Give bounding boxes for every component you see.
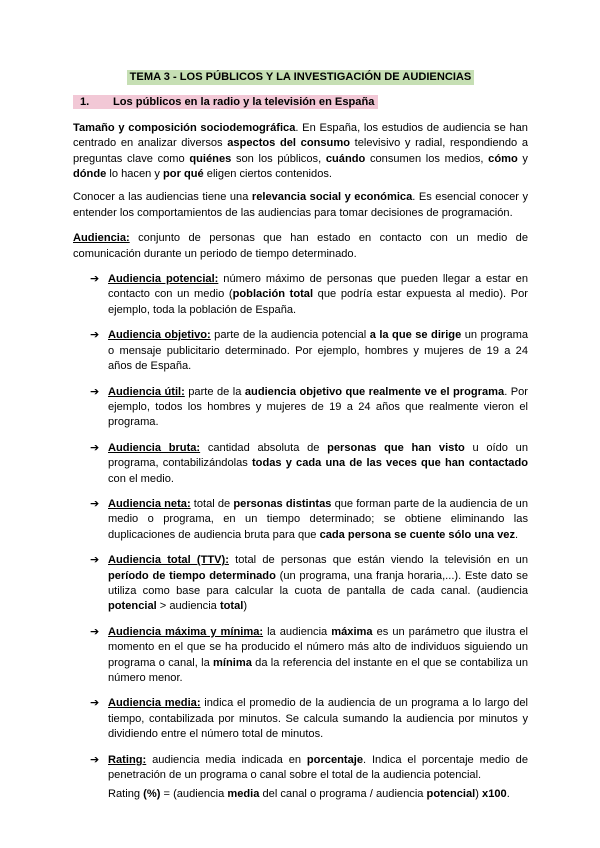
item-text: cantidad absoluta de — [200, 441, 328, 454]
formula-text: ) — [475, 788, 483, 801]
formula-text: = (audiencia — [160, 788, 228, 801]
item-bold: total — [219, 600, 244, 613]
item-term: Audiencia objetivo: — [108, 329, 211, 342]
item-text: u oído un programa, contabilizándolas — [108, 441, 528, 470]
arrow-right-icon: ➔ — [90, 753, 100, 766]
item-bold: potencial — [108, 600, 157, 613]
list-item — [73, 696, 528, 742]
section-highlight — [73, 95, 378, 109]
section-heading — [73, 95, 528, 110]
item-text: > audiencia — [156, 600, 220, 613]
item-term: Audiencia neta: — [108, 497, 191, 510]
item-term: Rating: — [108, 753, 147, 766]
item-text: la audiencia — [263, 625, 332, 638]
item-text: . Indica el porcentaje medio de penetración de un programa o canal sobre el total de la audiencia potencial. — [108, 753, 528, 782]
p1-text: consumen los medios, — [365, 152, 489, 165]
item-bold: mínima — [213, 656, 252, 669]
p1-bold: quiénes — [189, 152, 232, 165]
list-item — [73, 553, 528, 615]
list-item — [73, 497, 528, 543]
p1-bold: cómo — [488, 152, 518, 165]
item-bold: porcentaje — [306, 753, 364, 766]
arrow-right-icon: ➔ — [90, 273, 100, 286]
rating-formula — [108, 787, 528, 802]
section-number: 1. — [80, 96, 90, 109]
p1-bold: por qué — [163, 168, 204, 181]
p1-bold: aspectos del consumo — [227, 137, 350, 150]
item-text: que forman parte de la audiencia de un medio o programa, en un tiempo determinado; se obtiene eliminando las duplicaciones de audiencia bruta para que — [108, 497, 528, 541]
item-text: número máximo de personas que pueden llegar a estar en contacto con un medio ( — [108, 273, 528, 301]
p3-text: conjunto de personas que han estado en contacto con un medio de comunicación durante un periodo de tiempo determinado. — [73, 232, 528, 260]
p1-bold: cuándo — [325, 152, 366, 165]
title-wrap — [73, 70, 528, 85]
definitions-list — [73, 272, 528, 803]
arrow-right-icon: ➔ — [90, 441, 100, 454]
item-term: Audiencia útil: — [108, 385, 185, 398]
p2-text: . Es esencial conocer y entender los comportamientos de las audiencias para tomar decisiones de programación. — [73, 191, 528, 219]
p1-text: son los públicos, — [231, 152, 326, 165]
list-item — [73, 753, 528, 803]
item-bold: todas y cada una de las veces que han contactado — [251, 457, 528, 470]
formula-text: del canal o programa / audiencia — [259, 788, 427, 801]
item-text: total de — [190, 497, 234, 510]
p2-text: Conocer a las audiencias tiene una — [73, 191, 252, 204]
paragraph-size-composition — [73, 121, 528, 183]
item-text: parte de la audiencia potencial — [210, 329, 370, 342]
item-text: (un programa, una franja horaria,...). Este dato se utiliza como base para calcular la cuota de pantalla de cada canal. (audiencia — [108, 569, 528, 597]
formula-bold: (%) — [143, 788, 161, 801]
item-text: parte de la — [184, 385, 245, 398]
item-text: total de personas que están viendo la televisión en un — [228, 554, 528, 567]
p1-bold: Tamaño y composición sociodemográfica — [73, 121, 296, 134]
list-item — [73, 385, 528, 431]
document-page — [73, 70, 528, 813]
paragraph-relevance — [73, 190, 528, 221]
audience-term: Audiencia: — [73, 232, 130, 245]
list-item — [73, 625, 528, 687]
paragraph-audience-definition — [73, 231, 528, 262]
item-term: Audiencia total (TTV): — [108, 554, 229, 567]
formula-bold: media — [227, 788, 260, 801]
p1-text: lo hacen y — [106, 168, 164, 181]
arrow-right-icon: ➔ — [90, 385, 100, 398]
item-bold: máxima — [331, 625, 373, 638]
item-term: Audiencia bruta: — [108, 441, 201, 454]
section-label: Los públicos en la radio y la televisión en España — [113, 96, 375, 109]
item-text: . — [515, 528, 519, 541]
item-bold: período de tiempo determinado — [108, 569, 276, 582]
item-bold: población total — [232, 288, 314, 301]
p1-text: . En España, los estudios de audiencia se han centrado en analizar diversos — [73, 121, 528, 150]
item-term: Audiencia potencial: — [108, 273, 219, 286]
formula-text: Rating — [108, 788, 144, 801]
p2-bold: relevancia social y económica — [251, 191, 413, 204]
formula-text: . — [506, 788, 510, 801]
item-bold: audiencia objetivo que realmente ve el programa — [244, 385, 505, 398]
p1-text: y — [517, 152, 528, 165]
item-term: Audiencia media: — [108, 697, 201, 710]
page-title: TEMA 3 - LOS PÚBLICOS Y LA INVESTIGACIÓN DE AUDIENCIAS — [127, 70, 475, 85]
item-bold: a la que se dirige — [369, 329, 462, 342]
item-text: ) — [243, 600, 248, 613]
p1-text: eligen ciertos contenidos. — [203, 168, 332, 181]
item-bold: cada persona se cuente sólo una vez — [319, 528, 516, 541]
arrow-right-icon: ➔ — [90, 625, 100, 638]
arrow-right-icon: ➔ — [90, 497, 100, 510]
p1-text: televisivo y radial, respondiendo a preguntas clave como — [73, 137, 528, 165]
p1-bold: dónde — [73, 168, 107, 181]
list-item — [73, 441, 528, 487]
arrow-right-icon: ➔ — [90, 554, 100, 567]
arrow-right-icon: ➔ — [90, 329, 100, 342]
list-item — [73, 272, 528, 318]
item-bold: personas que han visto — [327, 441, 465, 454]
item-text: es un parámetro que ilustra el momento en el que se ha producido el número más alto de individuos siguiendo un programa o canal, la — [108, 625, 528, 669]
item-text: . Por ejemplo, todos los hombres y mujeres de 19 a 24 años que realmente vieron el programa. — [108, 385, 528, 429]
arrow-right-icon: ➔ — [90, 697, 100, 710]
formula-bold: potencial — [426, 788, 476, 801]
item-term: Audiencia máxima y mínima: — [108, 625, 264, 638]
item-bold: personas distintas — [233, 497, 332, 510]
formula-bold: x100 — [482, 788, 507, 801]
item-text: con el medio. — [108, 472, 174, 485]
item-text: da la referencia del instante en el que se contabiliza un número menor. — [108, 656, 528, 684]
item-text: indica el promedio de la audiencia de un programa a lo largo del tiempo, contabilizada por minutos. Se calcula sumando la audiencia por minutos y dividiendo entre el número total de minutos. — [108, 697, 529, 741]
item-text: audiencia media indicada en — [146, 753, 307, 766]
item-text: un programa o mensaje publicitario determinado. Por ejemplo, hombres y mujeres de 19 a 24 años de España. — [108, 329, 529, 373]
item-text: que podría estar expuesta al medio). Por ejemplo, toda la población de España. — [108, 288, 529, 316]
list-item — [73, 328, 528, 374]
